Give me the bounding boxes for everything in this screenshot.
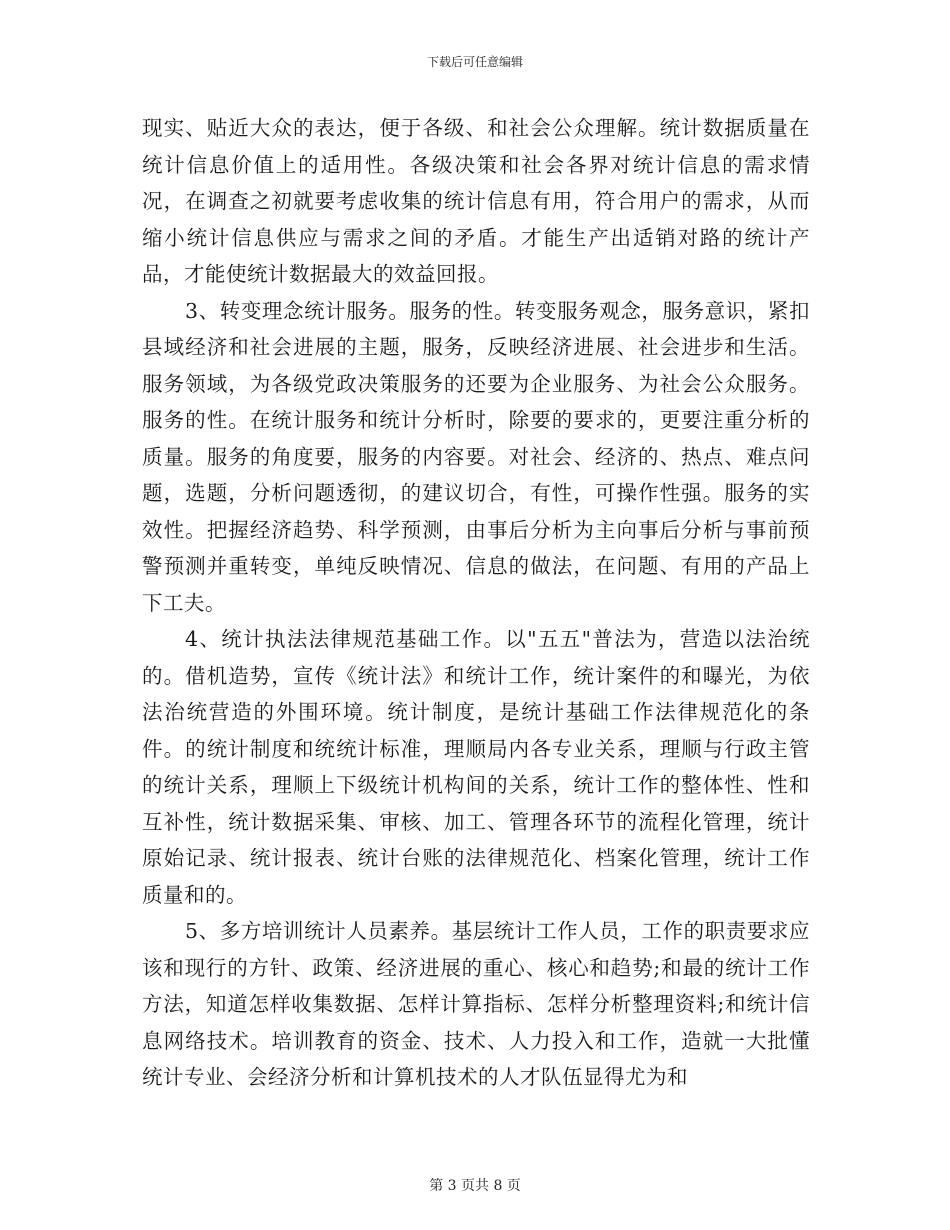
page-number: 第 3 页共 8 页 [429, 1178, 521, 1194]
paragraph-continuation: 现实、贴近大众的表达，便于各级、和社会公众理解。统计数据质量在统计信息价值上的适用性。各级决策和社会各界对统计信息的需求情况，在调查之初就要考虑收集的统计信息有用，符合用户的需求，从而缩小统计信息供应与需求之间的矛盾。才能生产出适销对路的统计产品，才能使统计数据最大的效益回报。 [142, 116, 810, 286]
page-header: 下载后可任意编辑 [426, 55, 523, 69]
paragraph-section-4: 4、统计执法法律规范基础工作。以"五五"普法为，营造以法治统的。借机造势，宣传《统计法》和统计工作，统计案件的和曝光，为依法治统营造的外围环境。统计制度，是统计基础工作法律规范化的条件。的统计制度和统统计标准，理顺局内各专业关系，理顺与行政主管的统计关系，理顺上下级统计机构间的关系，统计工作的整体性、性和互补性，统计数据采集、审核、加工、管理各环节的流程化管理，统计原始记录、统计报表、统计台账的法律规范化、档案化管理，统计工作质量和的。 [142, 627, 810, 907]
paragraph-section-5: 5、多方培训统计人员素养。基层统计工作人员，工作的职责要求应该和现行的方针、政策、经济进展的重心、核心和趋势;和最的统计工作方法，知道怎样收集数据、怎样计算指标、怎样分析整理资料;和统计信息网络技术。培训教育的资金、技术、人力投入和工作，造就一大批懂统计专业、会经济分析和计算机技术的人才队伍显得尤为和 [142, 919, 810, 1089]
paragraph-section-3: 3、转变理念统计服务。服务的性。转变服务观念，服务意识，紧扣县域经济和社会进展的主题，服务，反映经济进展、社会进步和生活。服务领域，为各级党政决策服务的还要为企业服务、为社会公众服务。服务的性。在统计服务和统计分析时，除要的要求的，更要注重分析的质量。服务的角度要，服务的内容要。对社会、经济的、热点、难点问题，选题，分析问题透彻，的建议切合，有性，可操作性强。服务的实效性。把握经济趋势、科学预测，由事后分析为主向事后分析与事前预警预测并重转变，单纯反映情况、信息的做法，在问题、有用的产品上下工夫。 [142, 298, 810, 615]
document-body [142, 110, 810, 1096]
